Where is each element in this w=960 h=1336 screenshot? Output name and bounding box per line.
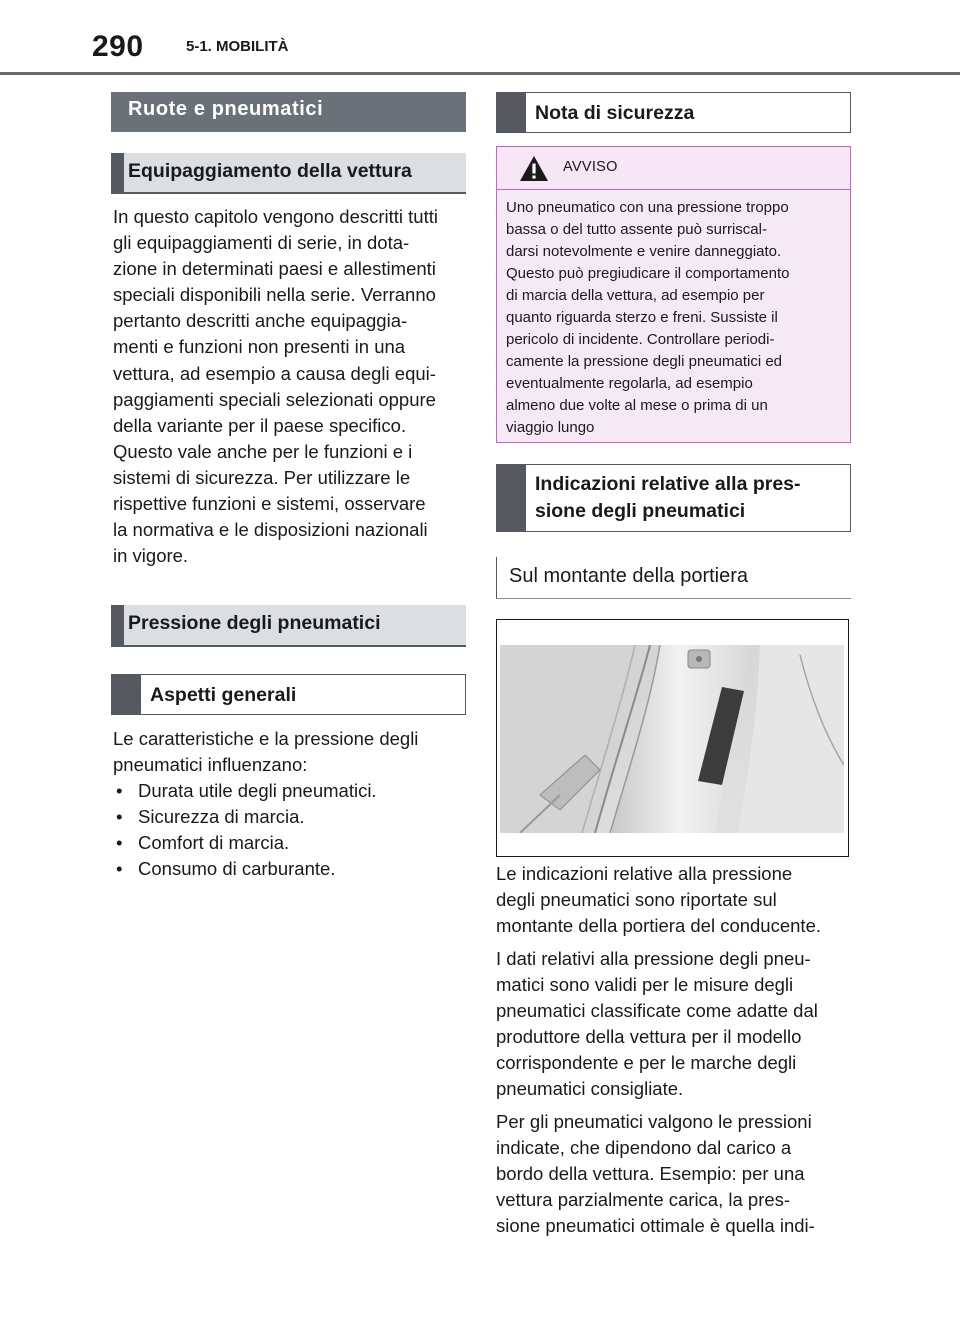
text-line: Uno pneumatico con una pressione troppo bbox=[506, 199, 789, 216]
text-line: in vigore. bbox=[113, 545, 189, 567]
text-line: vettura parzialmente carica, la pres- bbox=[496, 1189, 791, 1211]
warning-triangle-icon bbox=[519, 155, 549, 182]
location-paragraph bbox=[496, 861, 856, 939]
list-item-text: Durata utile degli pneumatici. bbox=[138, 780, 377, 801]
text-line: sione pneumatici ottimale è quella indi- bbox=[496, 1215, 815, 1237]
heading-bar bbox=[497, 465, 526, 531]
text-line: menti e funzioni non presenti in una bbox=[113, 336, 406, 358]
text-line: la normativa e le disposizioni nazionali bbox=[113, 519, 428, 541]
general-aspects-heading bbox=[111, 674, 466, 715]
text-line: eventualmente regolarla, ad esempio bbox=[506, 375, 753, 392]
text-line: corrispondente e per le marche degli bbox=[496, 1052, 797, 1074]
text-line: Questo può pregiudicare il comportamento bbox=[506, 265, 790, 282]
door-pillar-image bbox=[500, 645, 844, 833]
text-line: indicate, che dipendono dal carico a bbox=[496, 1137, 792, 1159]
influence-list bbox=[113, 778, 468, 882]
load-paragraph bbox=[496, 1109, 856, 1239]
text-line: almeno due volte al mese o prima di un bbox=[506, 397, 768, 414]
list-item-text: Comfort di marcia. bbox=[138, 832, 290, 854]
text-line: quanto riguarda sterzo e freni. Sussiste il bbox=[506, 309, 778, 326]
bullet-marker: • bbox=[116, 832, 123, 854]
equipment-heading bbox=[111, 153, 466, 194]
header-rule bbox=[0, 72, 960, 75]
safety-note-label: Nota di sicurezza bbox=[535, 102, 695, 124]
list-item bbox=[113, 778, 468, 804]
text-line: viaggio lungo bbox=[506, 419, 595, 436]
text-line: zione in determinati paesi e allestimenti bbox=[113, 258, 436, 280]
text-line: sistemi di sicurezza. Per utilizzare le bbox=[113, 466, 411, 488]
text-line: produttore della vettura per il modello bbox=[496, 1026, 802, 1048]
page-number: 290 bbox=[92, 30, 144, 63]
chapter-title: Ruote e pneumatici bbox=[111, 92, 466, 132]
equipment-paragraph bbox=[113, 204, 468, 569]
list-item-text: Consumo di carburante. bbox=[138, 858, 336, 880]
text-line: pertanto descritti anche equipaggia- bbox=[113, 310, 408, 332]
text-line: rispettive funzioni e sistemi, osservare bbox=[113, 493, 426, 515]
text-line: degli pneumatici sono riportate sul bbox=[496, 889, 777, 911]
section-reference: 5-1. MOBILITÀ bbox=[186, 38, 289, 55]
text-line: speciali disponibili nella serie. Verranno bbox=[113, 284, 436, 306]
heading-line: sione degli pneumatici bbox=[535, 500, 746, 522]
text-line: Le indicazioni relative alla pressione bbox=[496, 863, 793, 884]
tire-pressure-heading bbox=[111, 605, 466, 647]
text-line: pneumatici consigliate. bbox=[496, 1078, 684, 1100]
text-line: matici sono validi per le misure degli bbox=[496, 974, 794, 996]
tire-pressure-indications-label bbox=[535, 471, 840, 525]
text-line: In questo capitolo vengono descritti tutti bbox=[113, 206, 438, 227]
page-header bbox=[0, 0, 960, 76]
list-item bbox=[113, 856, 468, 882]
text-line: vettura, ad esempio a causa degli equi- bbox=[113, 362, 436, 384]
warning-box bbox=[496, 146, 851, 443]
heading-bar bbox=[497, 93, 526, 132]
list-item bbox=[113, 804, 468, 830]
tire-pressure-indications-heading bbox=[496, 464, 851, 532]
list-item bbox=[113, 830, 468, 856]
text-line: bordo della vettura. Esempio: per una bbox=[496, 1163, 805, 1185]
text-line: darsi notevolmente e venire danneggiato. bbox=[506, 243, 782, 260]
validity-paragraph bbox=[496, 946, 856, 1103]
door-pillar-illustration bbox=[496, 619, 849, 857]
warning-title: AVVISO bbox=[563, 159, 618, 175]
warning-text bbox=[506, 197, 840, 439]
text-line: Questo vale anche per le funzioni e i bbox=[113, 440, 413, 462]
bullet-marker: • bbox=[116, 806, 123, 828]
equipment-heading-label: Equipaggiamento della vettura bbox=[128, 160, 412, 182]
text-line: Le caratteristiche e la pressione degli bbox=[113, 728, 419, 749]
warning-header bbox=[497, 147, 850, 190]
text-line: pneumatici classificate come adatte dal bbox=[496, 1000, 818, 1022]
heading-line: Indicazioni relative alla pres- bbox=[535, 473, 801, 495]
text-line: paggiamenti speciali selezionati oppure bbox=[113, 388, 436, 410]
general-aspects-label: Aspetti generali bbox=[150, 684, 297, 706]
tire-pressure-heading-label: Pressione degli pneumatici bbox=[128, 612, 381, 634]
bullet-marker: • bbox=[116, 780, 123, 801]
text-line: camente la pressione degli pneumatici ed bbox=[506, 353, 782, 370]
text-line: montante della portiera del conducente. bbox=[496, 915, 821, 937]
text-line: bassa o del tutto assente può surriscal- bbox=[506, 221, 767, 238]
text-line: di marcia della vettura, ad esempio per bbox=[506, 287, 765, 304]
text-line: pericolo di incidente. Controllare periodi- bbox=[506, 331, 775, 348]
door-pillar-heading: Sul montante della portiera bbox=[496, 557, 851, 599]
text-line: pneumatici influenzano: bbox=[113, 754, 308, 776]
text-line: gli equipaggiamenti di serie, in dota- bbox=[113, 232, 410, 254]
list-item-text: Sicurezza di marcia. bbox=[138, 806, 305, 828]
heading-bar bbox=[112, 675, 141, 714]
bullet-marker: • bbox=[116, 858, 123, 880]
safety-note-heading bbox=[496, 92, 851, 133]
general-paragraph bbox=[113, 726, 468, 778]
text-line: Per gli pneumatici valgono le pressioni bbox=[496, 1111, 812, 1132]
text-line: della variante per il paese specifico. bbox=[113, 414, 407, 436]
text-line: I dati relativi alla pressione degli pneu- bbox=[496, 948, 811, 969]
